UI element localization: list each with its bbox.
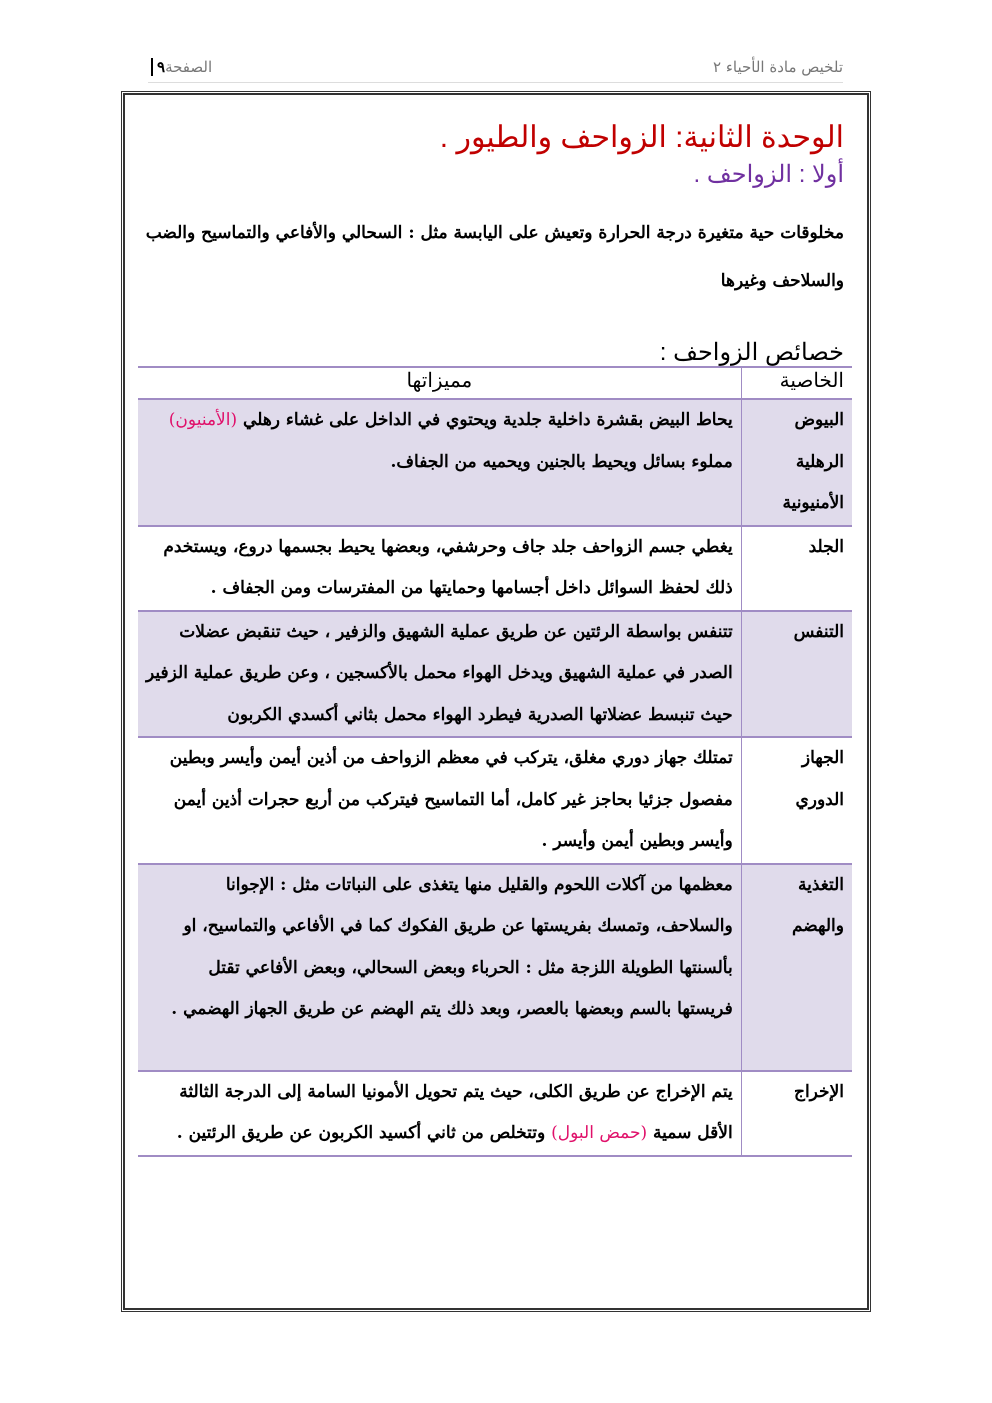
features-title: خصائص الزواحف : xyxy=(659,339,844,366)
row-text: يغطي جسم الزواحف جلد جاف وحرشفي، وبعضها يحيط بجسمها دروع، ويستخدم xyxy=(163,536,733,557)
row-text xyxy=(146,400,733,442)
row-text: مملوء بسائل ويحيط بالجنين ويحميه من الجفاف. xyxy=(390,451,733,472)
highlight-term: (الأمنيون) xyxy=(168,410,238,430)
row-label: الجهاز xyxy=(801,748,844,768)
page-num: ٩ xyxy=(151,58,165,76)
table-row xyxy=(138,737,852,864)
row-text: والسلاحف، وتمسك بفريستها عن طريق الفكوك كما في الأفاعي والتماسيح، او xyxy=(183,916,733,936)
header-features: مميزاتها xyxy=(138,367,741,399)
row-text: معظمها من آكلات اللحوم والقليل منها يتغذى على النباتات مثل : الإجوانا xyxy=(225,874,733,895)
row-label: الرهلية xyxy=(795,451,844,472)
table-row xyxy=(138,1071,852,1156)
row-label: الأمنيونية xyxy=(782,493,844,513)
row-label: الجلد xyxy=(808,536,844,557)
row-label: التغذية xyxy=(797,874,844,895)
features-table xyxy=(138,366,852,1157)
row-text: حيث تنبسط عضلاتها الصدرية فيطرد الهواء محمل بثاني أكسدي الكربون xyxy=(227,704,733,725)
page-label: الصفحة xyxy=(165,58,213,76)
row-label: الدوري xyxy=(795,789,844,810)
row-text: يتم الإخراج عن طريق الكلى، حيث يتم تحويل الأمونيا السامة إلى الدرجة الثالثة xyxy=(179,1081,733,1102)
row-text: بألسنتها الطويلة اللزجة مثل : الحرباء وبعض السحالي، وبعض الأفاعي تقتل xyxy=(208,957,733,978)
table-row xyxy=(138,526,852,611)
row-text: وأيسر وبطين أيمن وأيسر . xyxy=(541,831,733,851)
table-row xyxy=(138,864,852,1071)
text: وتتخلص من ثاني أكسيد الكربون عن طريق الرئتين . xyxy=(176,1123,546,1143)
intro-line-1: مخلوقات حية متغيرة درجة الحرارة وتعيش على اليابسة مثل : السحالي والأفاعي والتماسيح والضب xyxy=(145,223,844,243)
section-title: أولا : الزواحف . xyxy=(693,161,844,188)
row-label: التنفس xyxy=(793,621,844,642)
intro-line-2: والسلاحف وغيرها xyxy=(720,271,844,291)
unit-title: الوحدة الثانية: الزواحف والطيور . xyxy=(439,121,844,154)
row-text xyxy=(146,1113,733,1155)
table-row xyxy=(138,611,852,738)
row-text: مفصول جزئيا بحاجز غير كامل، أما التماسيح فيتركب من أربع حجرات أذين أيمن xyxy=(173,789,733,810)
row-text: فريستها بالسم وبعضها بالعصر، وبعد ذلك يتم الهضم عن طريق الجهاز الهضمي . xyxy=(171,999,733,1019)
row-text: ذلك لحفظ السوائل داخل أجسامها وحمايتها من المفترسات ومن الجفاف . xyxy=(210,578,733,598)
page-number xyxy=(148,58,212,76)
row-text: تتنفس بواسطة الرئتين عن طريق عملية الشهيق والزفير ، حيث تنقبض عضلات xyxy=(179,621,733,642)
row-label: البيوض xyxy=(794,410,844,430)
row-label: والهضم xyxy=(791,916,844,936)
row-text: الصدر في عملية الشهيق ويدخل الهواء محمل بالأكسجين ، وعن طريق عملية الزفير xyxy=(146,663,733,683)
row-text: تمتلك جهاز دوري مغلق، يتركب في معظم الزواحف من أذين أيمن وأيسر وبطين xyxy=(169,748,733,768)
table-row xyxy=(138,399,852,526)
doc-title: تلخيص مادة الأحياء ٢ xyxy=(713,58,843,76)
highlight-term: (حمض البول) xyxy=(551,1123,648,1143)
row-label: الإخراج xyxy=(793,1081,844,1102)
page-header xyxy=(148,56,843,83)
header-property: الخاصية xyxy=(741,367,852,399)
table-header-row xyxy=(138,367,852,399)
text: الأقل سمية xyxy=(653,1123,733,1143)
text: يحاط البيض بقشرة داخلية جلدية ويحتوي في الداخل على غشاء رهلي xyxy=(243,410,733,430)
